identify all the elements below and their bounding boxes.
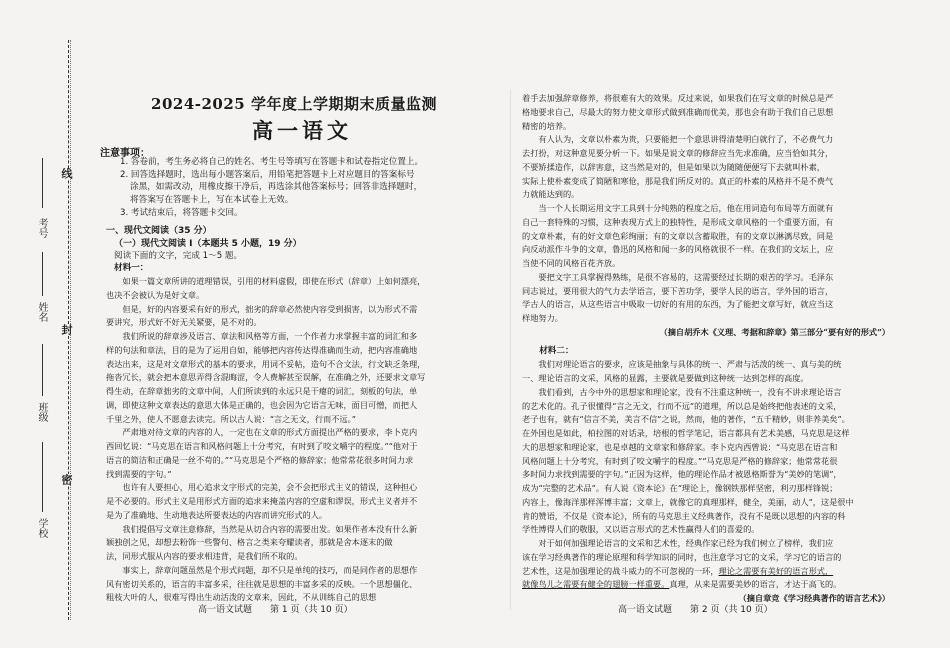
text-span: 肯的赞语，不仅是《资本论》，所有的马克思主义经典著作，没有不是既以思想的内容的科 bbox=[522, 510, 846, 521]
text-span: 该在学习经典著作的理论原理和科学知识的同时，也注意学习它的文采，学习它的语言的 bbox=[522, 551, 842, 562]
underlined-sentence: 理论之需要有美好的语言形式， bbox=[718, 565, 834, 576]
text-line bbox=[522, 133, 902, 147]
text-line bbox=[522, 523, 902, 537]
text-line bbox=[522, 386, 902, 400]
notice-item: 2. 回答选择题时，选出每小题答案后，用铅笔把答题卡上对应题目的答案标号 bbox=[120, 169, 415, 180]
text-span: 艺术性，这是加强理论的战斗威力的不可忽视的一环， bbox=[522, 565, 719, 576]
text-line: 严肃地对待文章的内容的人，一定也在文章的形式方面提出严格的要求，李卜克内 bbox=[122, 427, 418, 438]
text-span: 精密的培养。 bbox=[522, 120, 572, 131]
page-divider bbox=[510, 90, 511, 610]
text-span: 大的思想家和理论家，也是卓越的文章家和修辞家。李卜克内西曾说：“马克思在语言和 bbox=[522, 441, 838, 452]
material-1-label: 材料一： bbox=[114, 263, 149, 273]
text-line: 是不必要的。形式主义是用形式方面的追求来掩盖内容的空虚和谬误，形式主义者并不 bbox=[106, 496, 418, 506]
text-line: 语言的简洁和正确是一丝不苟的。”“马克思是个严格的修辞家；他常常花很多时间力求 bbox=[106, 454, 414, 465]
text-line bbox=[522, 243, 902, 257]
exam-number-field bbox=[42, 158, 43, 208]
text-span: 成为“完整的艺术品”。有人说《资本论》在“理论上，像钢铁那样坚密，利刃那样锋锐； bbox=[522, 483, 838, 493]
notice-heading: 注意事项： bbox=[100, 148, 150, 159]
text-line: 如果一篇文章所讲的道理错误，引用的材料虚假，即使在形式（辞章）上如何漂亮， bbox=[122, 276, 426, 286]
text-line bbox=[522, 427, 902, 441]
text-span: 力就能达到的。 bbox=[522, 189, 580, 200]
text-span: 向反动派作斗争的文章，鲁迅的风格和闻一多的风格就很不一样。在我们的文坛上，应 bbox=[522, 244, 834, 255]
text-line bbox=[522, 120, 902, 134]
binding-label-exam-number: 考号 bbox=[36, 218, 47, 238]
text-span: 去打扮，对这种意见要分析一下。如果是说文章的修辞应当先求准确，应当恰如其分， bbox=[522, 148, 834, 158]
text-span: 真理，从来是需要美妙的语言，才达于高飞的。 bbox=[669, 579, 842, 590]
text-line bbox=[522, 482, 902, 496]
text-line bbox=[522, 312, 902, 326]
text-line bbox=[522, 271, 902, 285]
text-line bbox=[522, 230, 902, 244]
text-line bbox=[522, 496, 902, 510]
text-line: 要讲究，形式好不好无关紧要，是不对的。 bbox=[106, 317, 262, 328]
text-line bbox=[522, 413, 902, 427]
text-line bbox=[522, 358, 902, 372]
text-line bbox=[522, 551, 902, 565]
text-line bbox=[522, 537, 902, 551]
text-line bbox=[522, 202, 902, 216]
text-span: 材料二： bbox=[539, 345, 574, 356]
text-line: 法，同形式服从内容的要求相违背，是我们所不取的。 bbox=[106, 551, 303, 561]
text-line bbox=[522, 441, 902, 455]
text-span: 老子也有，就有“信言不美，美言不信”之说，然而，他的著作，“五千精妙，则非养美矣”。 bbox=[522, 414, 850, 425]
text-line: 千里之外，使人不愿意去读完。所以古人说：“言之无文，行而不远。” bbox=[106, 413, 356, 424]
text-line: 也许有人要担心，用心追求文字形式的完美，会不会把形式主义的错误，这种担心 bbox=[122, 482, 418, 493]
class-field bbox=[42, 344, 43, 396]
text-line bbox=[522, 578, 902, 592]
text-line bbox=[522, 106, 902, 120]
text-line bbox=[522, 216, 902, 230]
binding-label-school: 学校 bbox=[36, 518, 47, 538]
text-line: 样的句法和章法，目的是为了运用自如，能够把内容传达得准确而生动，把内容准确地 bbox=[106, 344, 418, 355]
text-line bbox=[522, 188, 902, 202]
reading-instruction: 阅读下面的文字，完成 1～5 题。 bbox=[114, 251, 243, 261]
text-line: 粗枝大叶的人，很难写得出生动活泼的文章来，因此，不从训练自己的思想 bbox=[106, 592, 377, 603]
text-span: 多时间力求找到需要的字句。”正因为这样，他的理论作品才被恩格斯誉为“美妙的笔调”， bbox=[522, 469, 842, 480]
text-span: 同志说过，要用很大的气力去学语言，要下苦功学，要学人民的语言，学外国的语言， bbox=[522, 285, 834, 296]
text-line: 调，即使这种文章表达的意思大体是正确的，也会因为它语言无味，面目可憎，而把人 bbox=[106, 399, 418, 410]
page-2 bbox=[516, 88, 916, 618]
text-span: 的文章朴素，有的好文章色彩绚丽；有的文章以含蓄取胜，有的文章以淋漓尽致，同是 bbox=[522, 230, 834, 241]
text-line bbox=[522, 257, 902, 271]
text-span: 实际上使朴素变成了简陋和寒伧，那是我们所反对的。真正的朴素的风格并不是不费气 bbox=[522, 175, 834, 186]
text-span: 当一个人长期运用文字工具到十分纯熟的程度之后，他在用词造句布局等方面就有 bbox=[538, 203, 834, 213]
text-line: 得生动，在辞章拙劣的文章中间，人们所读到的永远只是干瘪的词汇，刻板的句法，单 bbox=[106, 386, 418, 396]
material-1-text bbox=[106, 275, 452, 605]
page-1 bbox=[100, 88, 500, 618]
text-line bbox=[522, 92, 902, 106]
text-span: （摘自章竞《学习经典著作的语言艺术》） bbox=[738, 593, 890, 603]
text-span: 着手去加强辞章修养，将很难有大的效果。反过来说，如果我们在写文章的时候总是严 bbox=[522, 93, 834, 103]
notice-item: 涂黑，如需改动，用橡皮擦干净后，再选涂其他答案标号；回答非选择题时， bbox=[130, 182, 423, 193]
notice-item: 3. 考试结束后，将答题卡交回。 bbox=[120, 207, 243, 218]
text-line bbox=[522, 468, 902, 482]
text-line: 事实上，辞章问题虽然是个形式问题，却不只是单纯的技巧，而是同作者的思想作 bbox=[122, 564, 418, 575]
text-span: 对于如何加强理论语言的文采和艺术性，经典作家已经为我们树立了榜样，我们应 bbox=[538, 538, 834, 548]
text-line bbox=[522, 455, 902, 469]
text-line bbox=[522, 372, 902, 386]
school-field bbox=[42, 442, 43, 512]
text-line: 表达出来，这是对文章形式的基本的要求，用词不妥帖，造句不合文法，行文缺乏条理， bbox=[106, 358, 426, 369]
text-span: 不要矫揉造作，以辞害意，这当然是对的，但是如果以为随随便便写下去就叫朴素， bbox=[522, 161, 825, 172]
text-span: 要把文字工具掌握得熟练，是很不容易的，这需要经过长期的艰苦的学习。毛泽东 bbox=[538, 271, 834, 282]
page-2-footer: 高一语文试题 第 2 页（共 10 页） bbox=[618, 605, 773, 615]
text-line: 也决不会被认为是好文章。 bbox=[106, 289, 205, 300]
exam-title: 2024-2025 学年度上学期期末质量监测 bbox=[151, 95, 437, 113]
text-span: 我们对理论语言的要求，应该是抽象与具体的统一、严肃与活泼的统一、真与美的统 bbox=[538, 359, 842, 370]
text-span: 风格问题上十分考究，有时到了咬文嚼字的程度。”“马克思是严格的修辞家；他常常花很 bbox=[522, 455, 838, 466]
text-line: 拖沓冗长，就会把本意思弄得含混晦涩，令人费解甚至误解，在准确之外，还要求文章写 bbox=[106, 372, 426, 383]
text-span: 学性博得人们的敬服，又以语言形式的艺术性赢得人们的喜爱的。 bbox=[522, 524, 760, 535]
text-line: 颖独创之见，却想去粉饰一些警句、格言之类来夸耀读者，那就是舍本逐末的做 bbox=[106, 537, 393, 548]
page-2-text bbox=[522, 92, 902, 606]
text-line bbox=[522, 510, 902, 524]
text-span: 样地努力。 bbox=[522, 313, 563, 323]
subsection-heading: （一）现代文阅读 I（本题共 5 小题，19 分） bbox=[114, 239, 302, 249]
source-citation bbox=[522, 326, 902, 340]
notice-list bbox=[120, 156, 424, 220]
text-span: 格地要求自己，尽最大的努力使文章形式做到准确而优美，那也会有助于我们自己思想 bbox=[522, 106, 834, 117]
page-1-footer: 高一语文试题 第 1 页（共 10 页） bbox=[198, 605, 353, 615]
text-line bbox=[522, 285, 902, 299]
text-line: 我们所说的辞章涉及语言、章法和风格等方面，一个作者力求掌握丰富的词汇和多 bbox=[122, 331, 418, 341]
text-line: 找到需要的字句。” bbox=[106, 468, 172, 479]
text-line: 西回忆说：“马克思在语言和风格问题上十分考究，有时到了咬文嚼字的程度。”“他对于 bbox=[106, 441, 418, 451]
text-line bbox=[522, 161, 902, 175]
text-line: 是为了准确地、生动地表达所要表达的内容而讲究形式的人。 bbox=[106, 509, 328, 520]
binding-label-secret: 密 bbox=[60, 474, 73, 485]
binding-label-line: 线 bbox=[60, 168, 73, 179]
text-line bbox=[522, 175, 902, 189]
text-line bbox=[522, 565, 902, 579]
text-span: 在外国也是如此，柏拉图的对话录，培根的哲学笔记，语言都具有艺术美感，马克思是这样 bbox=[522, 428, 850, 438]
text-line: 风有密切关系的，语言的丰富多采，往往就是思想的丰富多采的反映。一个思想僵化、 bbox=[106, 578, 418, 589]
binding-margin bbox=[0, 40, 100, 620]
text-span: 学古人的语言，从这些语言中吸取一切好的有用的东西，为了能把文章写好，就应当这 bbox=[522, 299, 834, 310]
text-line bbox=[522, 400, 902, 414]
underlined-sentence: 就像鸟儿之需要有健全的翅膀一样重要。 bbox=[522, 579, 670, 590]
name-field bbox=[42, 252, 43, 296]
text-span: 有人认为，文章以朴素为贵，只要能把一个意思讲得清楚明白就行了，不必费气力 bbox=[538, 134, 834, 145]
text-span: 的艺术化的。孔子很懂得“言之无文，行而不远”的道理，所以总是始终把他表述的文采， bbox=[522, 400, 842, 411]
text-line: 但是，好的内容要采有好的形式，拙劣的辞章必然使内容受到损害，以为形式不需 bbox=[122, 303, 418, 314]
binding-label-seal: 封 bbox=[60, 324, 73, 335]
text-span: 自己一套特殊的习惯，这种表现方式上的独特性，是形成文章风格的一个重要方面，有 bbox=[522, 216, 834, 227]
binding-label-name: 姓名 bbox=[36, 302, 47, 322]
text-span: （摘自胡乔木《义理、考据和辞章》第三部分“要有好的形式”） bbox=[659, 326, 890, 337]
text-line bbox=[522, 298, 902, 312]
text-span: 内容上，像海洋那样浑博丰富；文章上，就像它的真理那样，健全，美丽，动人”，这是很中 bbox=[522, 496, 854, 507]
text-span: 当使不同的风格百花齐放。 bbox=[522, 258, 621, 268]
notice-item: 将答案写在答题卡上，写在本试卷上无效。 bbox=[130, 195, 294, 206]
text-span: 一、理论语言的文采，风格的显露，主要就是要做到这种统一达到怎样的高度。 bbox=[522, 373, 809, 383]
binding-label-class: 班级 bbox=[36, 402, 47, 422]
text-line: 我们提倡写文章注意修辞，当然是从切合内容的需要出发。如果作者本没有什么新 bbox=[122, 523, 418, 534]
text-line bbox=[522, 147, 902, 161]
section-heading: 一、现代文阅读（35 分） bbox=[106, 226, 212, 236]
subject-title: 高一语文 bbox=[252, 118, 352, 143]
text-span: 我们看到，古今中外的思想家和理论家，没有不注重这种统一，没有不讲求理论语言 bbox=[538, 386, 842, 397]
material-2-label bbox=[522, 345, 902, 359]
notice-item: 1. 答卷前，考生务必将自己的姓名、考生号等填写在答题卡和试卷指定位置上。 bbox=[120, 157, 424, 167]
